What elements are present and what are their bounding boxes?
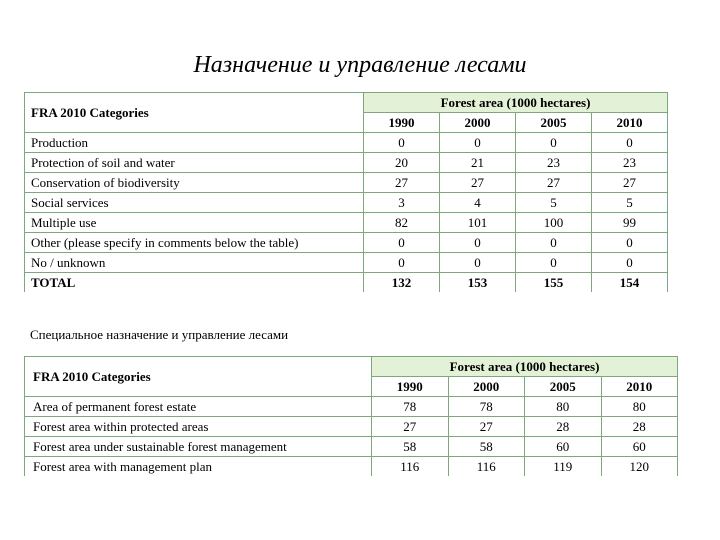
cell-value: 60: [601, 437, 678, 457]
table-row: [25, 233, 668, 253]
cell-value: 27: [516, 173, 592, 193]
year-header: 2000: [448, 377, 525, 397]
table-row: [25, 133, 668, 153]
row-label: Multiple use: [25, 213, 364, 233]
table-row: [25, 193, 668, 213]
cell-value: 27: [440, 173, 516, 193]
row-label: Area of permanent forest estate: [25, 397, 372, 417]
forest-area-header: Forest area (1000 hectares): [372, 357, 678, 377]
cell-value: 120: [601, 457, 678, 477]
year-header: 2005: [525, 377, 602, 397]
cell-value: 21: [440, 153, 516, 173]
cell-value: 27: [448, 417, 525, 437]
cell-value: 154: [592, 273, 668, 293]
cell-value: 28: [525, 417, 602, 437]
row-label: Social services: [25, 193, 364, 213]
cell-value: 82: [364, 213, 440, 233]
table-row: [25, 397, 678, 417]
table-row: [25, 417, 678, 437]
table-row: [25, 173, 668, 193]
cell-value: 0: [592, 253, 668, 273]
cell-value: 0: [364, 233, 440, 253]
table-row: [25, 253, 668, 273]
cell-value: 100: [516, 213, 592, 233]
row-label: No / unknown: [25, 253, 364, 273]
cell-value: 132: [364, 273, 440, 293]
cell-value: 58: [448, 437, 525, 457]
cell-value: 4: [440, 193, 516, 213]
row-label: Forest area within protected areas: [25, 417, 372, 437]
forest-management-table: [24, 356, 678, 476]
cell-value: 101: [440, 213, 516, 233]
table-row: [25, 437, 678, 457]
row-label: Other (please specify in comments below the table): [25, 233, 364, 253]
cell-value: 78: [448, 397, 525, 417]
table-row: [25, 213, 668, 233]
total-row: [25, 273, 668, 293]
cell-value: 5: [592, 193, 668, 213]
cell-value: 27: [592, 173, 668, 193]
cell-value: 0: [440, 133, 516, 153]
cell-value: 0: [516, 133, 592, 153]
cell-value: 119: [525, 457, 602, 477]
page-title: Назначение и управление лесами: [193, 52, 527, 78]
year-header: 2005: [516, 113, 592, 133]
cell-value: 20: [364, 153, 440, 173]
cell-value: 116: [448, 457, 525, 477]
cell-value: 0: [516, 253, 592, 273]
year-header: 2000: [440, 113, 516, 133]
cell-value: 23: [516, 153, 592, 173]
row-label: Forest area with management plan: [25, 457, 372, 477]
cell-value: 27: [364, 173, 440, 193]
year-header: 2010: [592, 113, 668, 133]
row-label: Production: [25, 133, 364, 153]
cell-value: 28: [601, 417, 678, 437]
row-label: Forest area under sustainable forest management: [25, 437, 372, 457]
table-header-row: [25, 93, 668, 113]
section-subtitle: Специальное назначение и управление лесами: [30, 327, 289, 342]
row-label: Conservation of biodiversity: [25, 173, 364, 193]
cell-value: 0: [516, 233, 592, 253]
row-label: TOTAL: [25, 273, 364, 293]
cell-value: 0: [440, 253, 516, 273]
cell-value: 0: [592, 233, 668, 253]
forest-designation-table: [24, 92, 668, 292]
cell-value: 80: [525, 397, 602, 417]
cell-value: 0: [592, 133, 668, 153]
cell-value: 3: [364, 193, 440, 213]
cell-value: 78: [372, 397, 449, 417]
cell-value: 80: [601, 397, 678, 417]
row-label: Protection of soil and water: [25, 153, 364, 173]
table-row: [25, 457, 678, 477]
cell-value: 5: [516, 193, 592, 213]
table-row: [25, 153, 668, 173]
cell-value: 58: [372, 437, 449, 457]
cell-value: 0: [440, 233, 516, 253]
category-header: FRA 2010 Categories: [25, 93, 364, 133]
cell-value: 60: [525, 437, 602, 457]
cell-value: 116: [372, 457, 449, 477]
table-header-row: [25, 357, 678, 377]
year-header: 1990: [364, 113, 440, 133]
year-header: 1990: [372, 377, 449, 397]
cell-value: 23: [592, 153, 668, 173]
cell-value: 0: [364, 253, 440, 273]
cell-value: 27: [372, 417, 449, 437]
year-header: 2010: [601, 377, 678, 397]
cell-value: 99: [592, 213, 668, 233]
category-header: FRA 2010 Categories: [25, 357, 372, 397]
cell-value: 155: [516, 273, 592, 293]
forest-area-header: Forest area (1000 hectares): [364, 93, 668, 113]
cell-value: 0: [364, 133, 440, 153]
cell-value: 153: [440, 273, 516, 293]
